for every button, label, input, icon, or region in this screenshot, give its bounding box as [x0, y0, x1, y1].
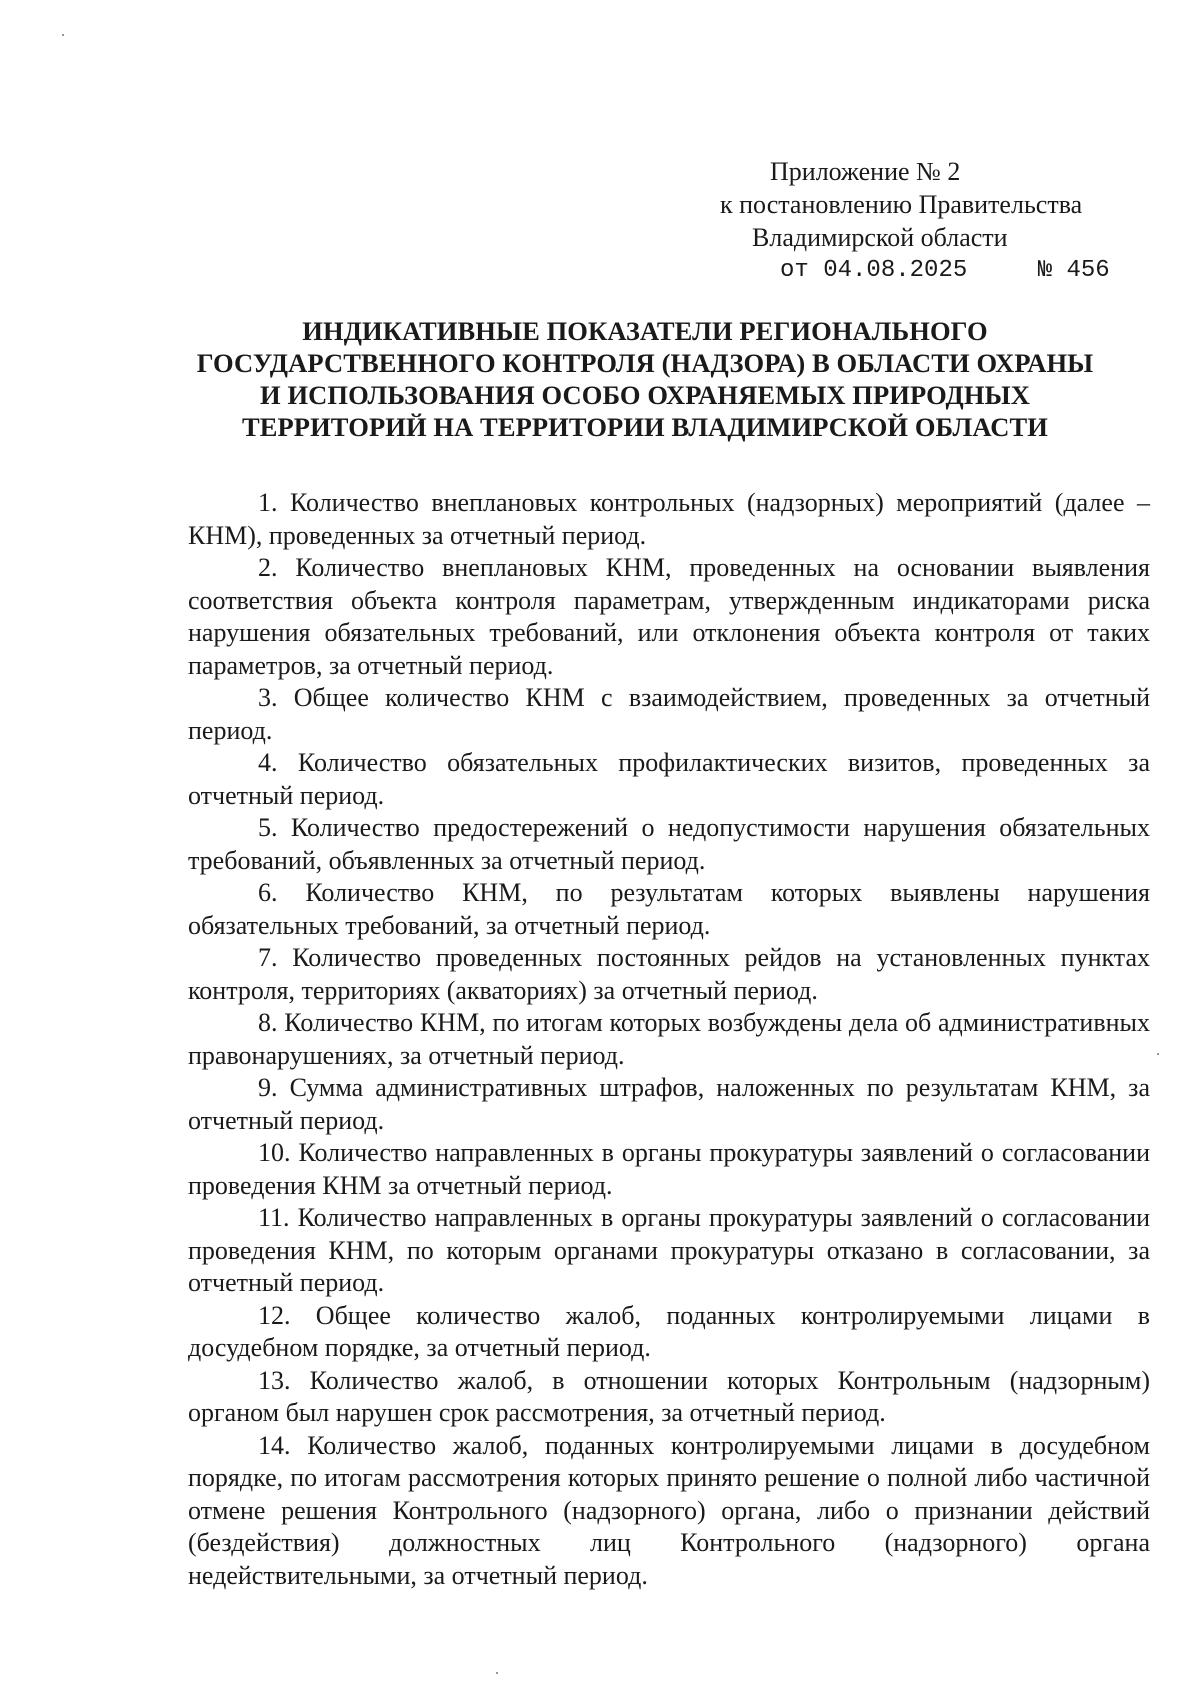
- appendix-line-1: Приложение № 2: [770, 157, 961, 186]
- indicator-item: 13. Количество жалоб, в отношении которых Контрольным (надзорным) органом был нарушен срок рассмотрения, за отчетный период.: [188, 1365, 1150, 1427]
- indicator-item: 9. Сумма административных штрафов, наложенных по результатам КНМ, за отчетный период.: [188, 1073, 1150, 1135]
- title-line-1: ИНДИКАТИВНЫЕ ПОКАЗАТЕЛИ РЕГИОНАЛЬНОГО: [302, 316, 988, 346]
- document-date: 04.08.2025: [823, 257, 968, 284]
- indicator-item: 5. Количество предостережений о недопустимости нарушения обязательных требований, объявленных за отчетный период.: [188, 813, 1150, 875]
- scan-speck: [62, 34, 64, 36]
- scan-speck: [496, 1672, 498, 1674]
- indicator-item: 8. Количество КНМ, по итогам которых возбуждены дела об административных правонарушениях, за отчетный период.: [188, 1008, 1150, 1070]
- appendix-date-number-line: [720, 254, 1140, 287]
- indicator-item: 11. Количество направленных в органы прокуратуры заявлений о согласовании проведения КНМ, по которым органами прокуратуры отказано в согласовании, за отчетный период.: [188, 1203, 1150, 1297]
- indicator-item: 3. Общее количество КНМ с взаимодействием, проведенных за отчетный период.: [188, 683, 1150, 745]
- appendix-line-3: Владимирской области: [752, 223, 1008, 252]
- indicator-item: 10. Количество направленных в органы прокуратуры заявлений о согласовании проведения КНМ за отчетный период.: [188, 1138, 1150, 1200]
- scan-speck: [1157, 1053, 1159, 1055]
- indicator-item: 12. Общее количество жалоб, поданных контролируемыми лицами в досудебном порядке, за отчетный период.: [188, 1300, 1150, 1362]
- indicator-item: 6. Количество КНМ, по результатам которых выявлены нарушения обязательных требований, за отчетный период.: [188, 878, 1150, 940]
- title-line-2: ГОСУДАРСТВЕННОГО КОНТРОЛЯ (НАДЗОРА) В ОБЛАСТИ ОХРАНЫ: [196, 348, 1094, 378]
- title-line-3: И ИСПОЛЬЗОВАНИЯ ОСОБО ОХРАНЯЕМЫХ ПРИРОДНЫХ: [260, 380, 1030, 410]
- indicator-item: 1. Количество внеплановых контрольных (надзорных) мероприятий (далее – КНМ), проведенных за отчетный период.: [188, 488, 1150, 550]
- indicator-item: 7. Количество проведенных постоянных рейдов на установленных пунктах контроля, территориях (акваториях) за отчетный период.: [188, 943, 1150, 1005]
- appendix-block: [720, 155, 1140, 287]
- appendix-line-2: к постановлению Правительства: [720, 190, 1083, 219]
- document-title: [150, 315, 1140, 443]
- document-number: 456: [1066, 257, 1110, 284]
- date-prefix: от: [780, 257, 809, 284]
- indicator-list: [188, 487, 1150, 1592]
- indicator-item: 2. Количество внеплановых КНМ, проведенных на основании выявления соответствия объекта контроля параметрам, утвержденным индикаторами риска нарушения обязательных требований, или отклонения объекта контроля от таких параметров, за отчетный период.: [188, 553, 1150, 680]
- indicator-item: 14. Количество жалоб, поданных контролируемыми лицами в досудебном порядке, по итогам рассмотрения которых принято решение о полной либо частичной отмене решения Контрольного (надзорного) органа, либо о признании действий (бездействия) должностных лиц Контрольного (надзорного) органа недействительными, за отчетный период.: [188, 1430, 1150, 1590]
- indicator-item: 4. Количество обязательных профилактических визитов, проведенных за отчетный период.: [188, 748, 1150, 810]
- title-line-4: ТЕРРИТОРИЙ НА ТЕРРИТОРИИ ВЛАДИМИРСКОЙ ОБЛАСТИ: [241, 412, 1049, 442]
- number-prefix: №: [1037, 257, 1053, 284]
